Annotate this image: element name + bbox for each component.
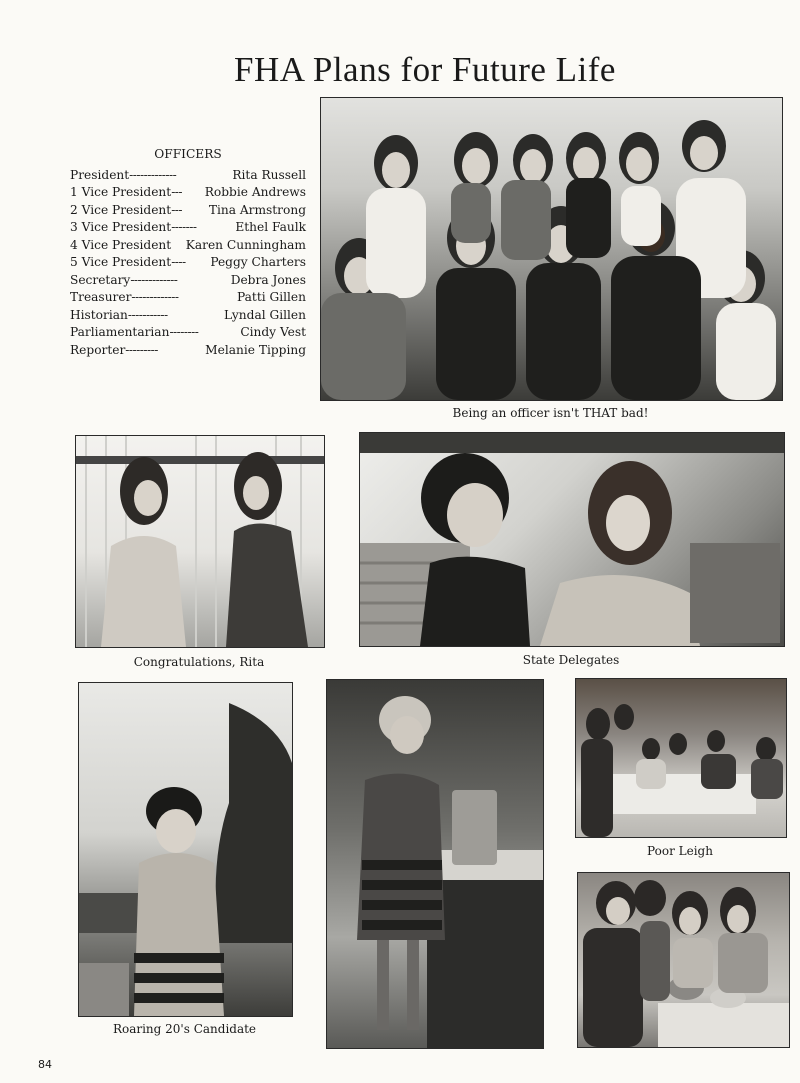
officer-separator: -------	[171, 220, 197, 234]
roaring-20s-caption: Roaring 20's Candidate	[112, 1022, 257, 1036]
officer-line	[70, 184, 306, 202]
officer-role: Parliamentarian	[70, 325, 170, 339]
officer-separator: ---	[171, 185, 183, 199]
officer-line	[70, 272, 306, 290]
officer-separator: -----------	[127, 307, 168, 322]
officer-separator: --------	[169, 325, 199, 339]
officer-line	[70, 202, 306, 220]
officer-separator: ---	[171, 202, 183, 217]
officer-name: Robbie Andrews	[204, 185, 306, 199]
officer-role: Historian	[70, 307, 128, 322]
state-delegates-photo	[359, 432, 785, 647]
officer-separator: ----	[171, 255, 186, 269]
state-delegates-caption: State Delegates	[522, 653, 620, 667]
officer-line	[70, 219, 306, 237]
poor-leigh-photo	[575, 678, 787, 838]
coffee-urn-photo	[326, 679, 544, 1049]
congratulations-caption: Congratulations, Rita	[133, 655, 265, 669]
officer-role: 3 Vice President	[70, 220, 172, 234]
officers-photo-caption: Being an officer isn't THAT bad!	[452, 406, 649, 420]
officer-role: President	[70, 167, 130, 182]
officers-list	[70, 146, 306, 359]
officer-role: Secretary	[70, 272, 131, 287]
officer-role: 5 Vice President	[70, 255, 172, 269]
officer-line	[70, 237, 306, 255]
officer-name: Karen Cunningham	[185, 237, 306, 252]
officer-role: Treasurer	[70, 290, 132, 304]
officer-name: Ethel Faulk	[235, 220, 306, 234]
officer-line	[70, 289, 306, 307]
page-number: 84	[38, 1058, 52, 1071]
page-title: FHA Plans for Future Life	[234, 50, 616, 89]
officer-line	[70, 342, 306, 360]
officer-separator	[171, 237, 186, 255]
cooking-photo	[577, 872, 790, 1048]
officer-role: 2 Vice President	[70, 202, 172, 217]
officer-name: Lyndal Gillen	[224, 307, 306, 322]
officer-line	[70, 167, 306, 185]
officer-separator: -------------	[129, 167, 177, 182]
officer-role: 4 Vice President	[70, 237, 172, 252]
officer-name: Debra Jones	[230, 272, 306, 287]
officer-name: Tina Armstrong	[208, 202, 306, 217]
officer-separator: ---------	[125, 342, 158, 357]
officer-name: Patti Gillen	[237, 290, 306, 304]
officer-name: Cindy Vest	[240, 325, 306, 339]
officer-line	[70, 307, 306, 325]
poor-leigh-caption: Poor Leigh	[647, 844, 713, 858]
officers-heading: OFFICERS	[154, 147, 222, 161]
officers-group-photo	[320, 97, 783, 401]
congratulations-photo	[75, 435, 325, 648]
officer-separator: -------------	[130, 272, 178, 287]
officer-role: 1 Vice President	[70, 185, 172, 199]
officer-name: Rita Russell	[232, 167, 306, 182]
officer-line	[70, 324, 306, 342]
officer-name: Melanie Tipping	[205, 342, 306, 357]
officer-role: Reporter	[70, 342, 126, 357]
roaring-20s-candidate-photo	[78, 682, 293, 1017]
officer-name: Peggy Charters	[210, 255, 306, 269]
officer-line	[70, 254, 306, 272]
officer-separator: -------------	[131, 290, 179, 304]
